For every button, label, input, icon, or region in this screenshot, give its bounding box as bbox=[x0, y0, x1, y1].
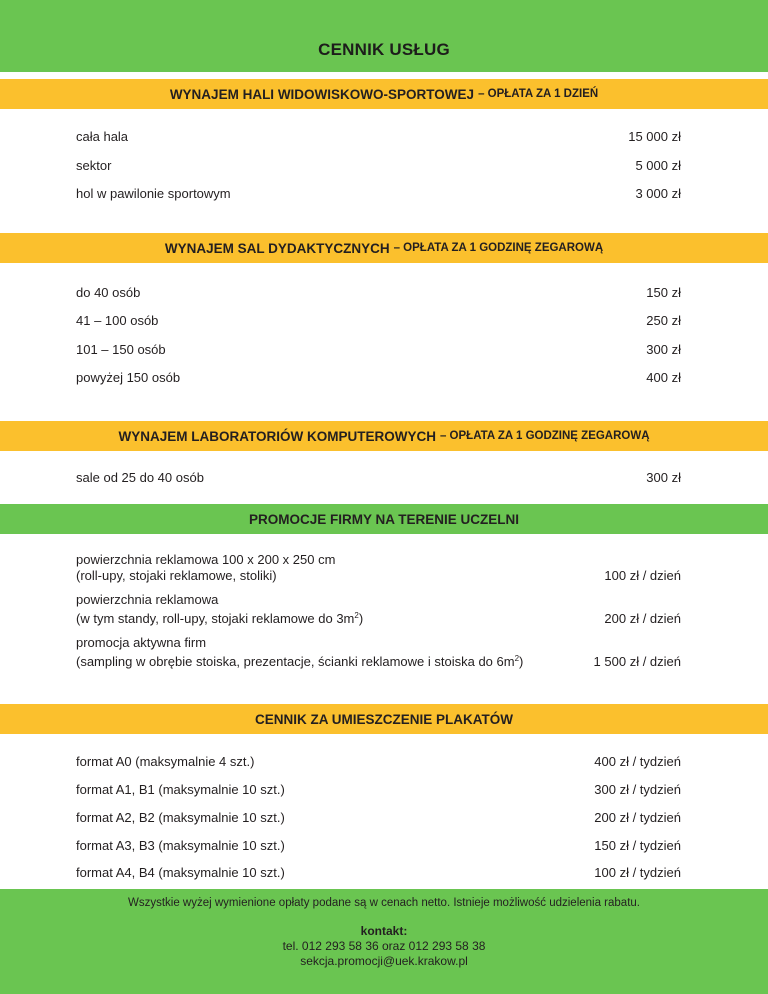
row-price: 150 zł bbox=[646, 285, 681, 300]
contact-phone: tel. 012 293 58 36 oraz 012 293 58 38 bbox=[282, 939, 486, 953]
row-label-line1: promocja aktywna firm bbox=[76, 635, 207, 650]
section-subheading: – OPŁATA ZA 1 DZIEŃ bbox=[478, 88, 599, 100]
row-label-line2: (roll-upy, stojaki reklamowe, stoliki) bbox=[76, 568, 277, 583]
price-row bbox=[76, 782, 681, 797]
row-label-line1: powierzchnia reklamowa 100 x 200 x 250 cm bbox=[76, 552, 336, 567]
section-heading: PROMOCJE FIRMY NA TERENIE UCZELNI bbox=[248, 511, 520, 527]
row-description bbox=[76, 592, 363, 627]
price-row bbox=[76, 313, 681, 328]
row-label: format A4, B4 (maksymalnie 10 szt.) bbox=[76, 865, 285, 880]
contact-email: sekcja.promocji@uek.krakow.pl bbox=[300, 954, 468, 968]
row-price: 15 000 zł bbox=[628, 129, 681, 144]
row-label-text: ) bbox=[358, 611, 364, 626]
row-label: format A2, B2 (maksymalnie 10 szt.) bbox=[76, 810, 285, 825]
superscript: 2 bbox=[514, 654, 520, 663]
row-description bbox=[76, 552, 335, 584]
row-price: 100 zł / tydzień bbox=[594, 865, 681, 880]
row-price: 100 zł / dzień bbox=[604, 568, 681, 583]
price-row bbox=[76, 342, 681, 357]
row-price: 300 zł bbox=[646, 470, 681, 485]
section-header-promotion bbox=[0, 504, 768, 534]
row-price: 300 zł / tydzień bbox=[594, 782, 681, 797]
row-label: 101 – 150 osób bbox=[76, 342, 166, 357]
section-header-classrooms bbox=[0, 233, 768, 263]
row-label-line2 bbox=[76, 651, 523, 670]
row-label: powyżej 150 osób bbox=[76, 370, 181, 385]
price-row bbox=[76, 370, 681, 385]
row-label: format A0 (maksymalnie 4 szt.) bbox=[76, 754, 255, 769]
section-heading: CENNIK ZA UMIESZCZENIE PLAKATÓW bbox=[255, 711, 513, 727]
price-row bbox=[76, 754, 681, 769]
price-row bbox=[76, 158, 681, 173]
page-title: CENNIK USŁUG bbox=[318, 40, 450, 59]
row-price: 200 zł / tydzień bbox=[594, 810, 681, 825]
superscript: 2 bbox=[354, 611, 359, 620]
price-row bbox=[76, 285, 681, 300]
price-row bbox=[76, 838, 681, 853]
row-label: sektor bbox=[76, 158, 112, 173]
row-price: 3 000 zł bbox=[635, 186, 681, 201]
row-price: 250 zł bbox=[646, 313, 681, 328]
price-row bbox=[76, 592, 681, 627]
row-label: format A3, B3 (maksymalnie 10 szt.) bbox=[76, 838, 285, 853]
section-heading: WYNAJEM SAL DYDAKTYCZNYCH bbox=[164, 240, 390, 256]
row-label-line2 bbox=[76, 608, 363, 627]
price-row bbox=[76, 865, 681, 880]
row-label: hol w pawilonie sportowym bbox=[76, 186, 231, 201]
footer-note: Wszystkie wyżej wymienione opłaty podane są w cenach netto. Istnieje możliwość udzielenia rabatu. bbox=[127, 897, 640, 909]
section-heading: WYNAJEM LABORATORIÓW KOMPUTEROWYCH bbox=[118, 428, 436, 444]
row-price: 300 zł bbox=[646, 342, 681, 357]
contact-block bbox=[0, 924, 768, 969]
row-price: 400 zł / tydzień bbox=[594, 754, 681, 769]
price-row bbox=[76, 186, 681, 201]
row-label-text: (w tym standy, roll-upy, stojaki reklamowe do 3m bbox=[76, 611, 355, 626]
section-header-hall bbox=[0, 79, 768, 109]
price-row bbox=[76, 635, 681, 670]
row-label-line1: powierzchnia reklamowa bbox=[76, 592, 219, 607]
row-label-text: ) bbox=[519, 654, 524, 669]
row-description bbox=[76, 635, 523, 670]
row-label: cała hala bbox=[76, 129, 129, 144]
section-heading: WYNAJEM HALI WIDOWISKOWO-SPORTOWEJ bbox=[169, 86, 475, 102]
price-row bbox=[76, 129, 681, 144]
row-price: 1 500 zł / dzień bbox=[593, 654, 681, 669]
header-band bbox=[0, 0, 768, 72]
row-label-text: (sampling w obrębie stoiska, prezentacje, ścianki reklamowe i stoiska do 6m bbox=[76, 654, 515, 669]
row-price: 200 zł / dzień bbox=[604, 611, 681, 626]
row-price: 150 zł / tydzień bbox=[594, 838, 681, 853]
price-row bbox=[76, 552, 681, 584]
section-subheading: – OPŁATA ZA 1 GODZINĘ ZEGAROWĄ bbox=[439, 430, 650, 442]
row-label: 41 – 100 osób bbox=[76, 313, 159, 328]
row-price: 400 zł bbox=[646, 370, 681, 385]
row-price: 5 000 zł bbox=[635, 158, 681, 173]
section-subheading: – OPŁATA ZA 1 GODZINĘ ZEGAROWĄ bbox=[393, 242, 604, 254]
row-label: sale od 25 do 40 osób bbox=[76, 470, 204, 485]
section-header-posters bbox=[0, 704, 768, 734]
price-row bbox=[76, 810, 681, 825]
row-label: format A1, B1 (maksymalnie 10 szt.) bbox=[76, 782, 285, 797]
section-header-labs bbox=[0, 421, 768, 451]
contact-heading: kontakt: bbox=[360, 924, 408, 938]
row-label: do 40 osób bbox=[76, 285, 141, 300]
price-row bbox=[76, 470, 681, 485]
